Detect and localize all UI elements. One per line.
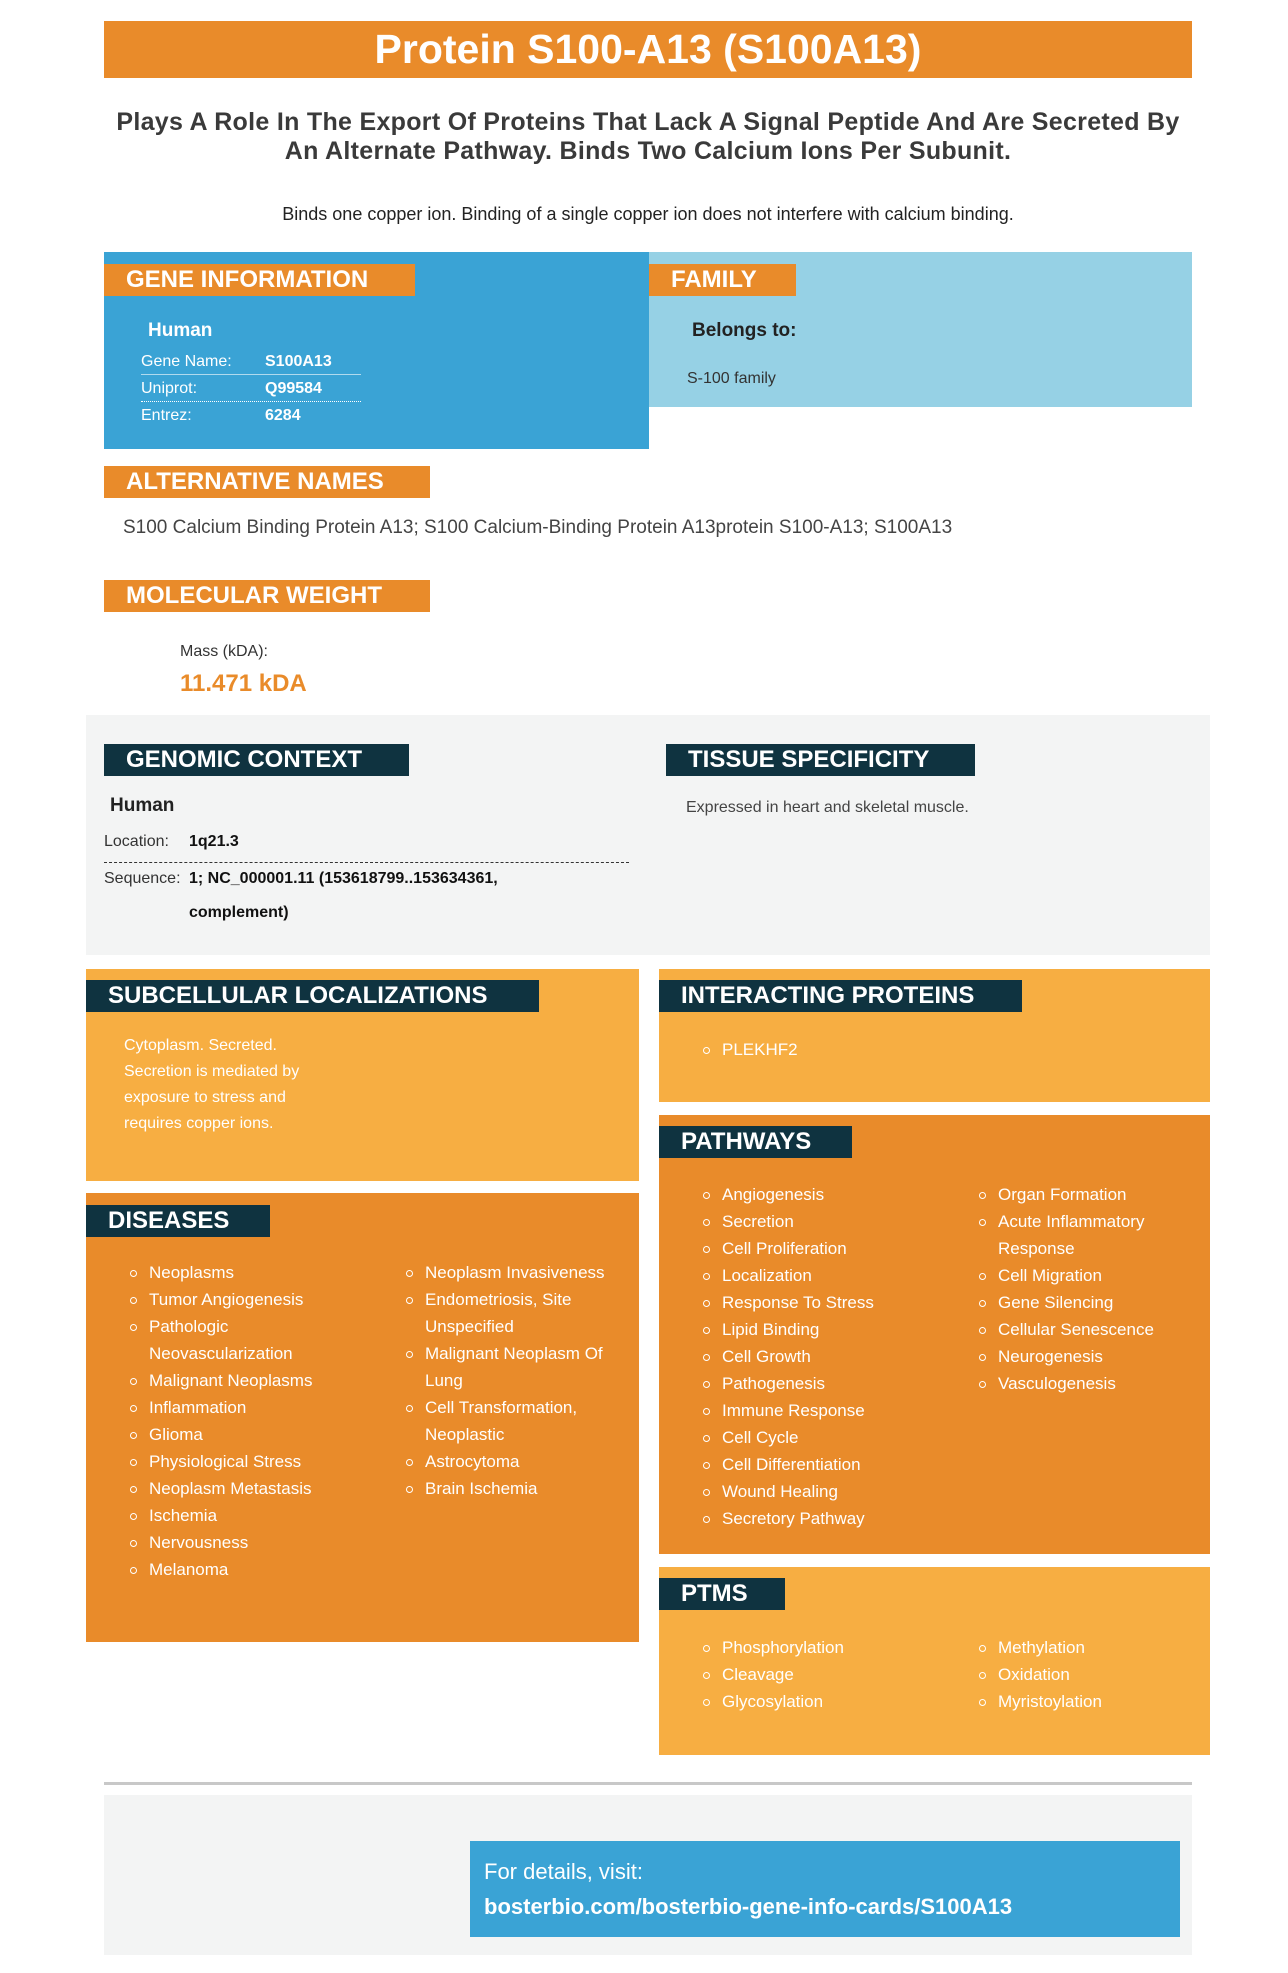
alternative-names-header: ALTERNATIVE NAMES bbox=[104, 466, 430, 498]
list-item: Malignant Neoplasms bbox=[129, 1367, 359, 1394]
subcellular-line: Cytoplasm. Secreted. bbox=[124, 1037, 277, 1054]
list-item: Secretory Pathway bbox=[702, 1505, 932, 1532]
list-item: Cell Transformation, Neoplastic bbox=[405, 1394, 630, 1448]
family-value: S-100 family bbox=[687, 370, 776, 387]
gene-row-name bbox=[141, 348, 361, 375]
list-item: Response To Stress bbox=[702, 1289, 932, 1316]
list-item: Endometriosis, Site Unspecified bbox=[405, 1286, 630, 1340]
ptms-panel bbox=[659, 1567, 1210, 1755]
list-item: Gene Silencing bbox=[978, 1289, 1198, 1316]
ptms-list-col2 bbox=[978, 1634, 1198, 1715]
diseases-panel bbox=[86, 1193, 639, 1642]
list-item: Neoplasm Invasiveness bbox=[405, 1259, 630, 1286]
genomic-context-header: GENOMIC CONTEXT bbox=[104, 744, 409, 776]
diseases-header: DISEASES bbox=[86, 1205, 270, 1237]
list-item: Pathologic Neovascularization bbox=[129, 1313, 359, 1367]
list-item: Physiological Stress bbox=[129, 1448, 359, 1475]
subcellular-text bbox=[124, 1033, 299, 1137]
location-value: 1q21.3 bbox=[189, 833, 239, 850]
list-item: Malignant Neoplasm Of Lung bbox=[405, 1340, 630, 1394]
list-item: Organ Formation bbox=[978, 1181, 1198, 1208]
list-item: Myristoylation bbox=[978, 1688, 1198, 1715]
list-item: Angiogenesis bbox=[702, 1181, 932, 1208]
ptms-header: PTMS bbox=[659, 1578, 785, 1610]
list-item: Immune Response bbox=[702, 1397, 932, 1424]
page-title: Protein S100-A13 (S100A13) bbox=[104, 21, 1192, 78]
interacting-proteins-header: INTERACTING PROTEINS bbox=[659, 980, 1022, 1012]
family-belongs-label: Belongs to: bbox=[692, 320, 797, 341]
list-item: Methylation bbox=[978, 1634, 1198, 1661]
location-row bbox=[104, 833, 629, 863]
alternative-names-text: S100 Calcium Binding Protein A13; S100 Calcium-Binding Protein A13protein S100-A13; S100A13 bbox=[123, 517, 953, 538]
protein-description: Binds one copper ion. Binding of a single copper ion does not interfere with calcium binding. bbox=[282, 204, 1014, 224]
list-item: Phosphorylation bbox=[702, 1634, 932, 1661]
uniprot-value[interactable]: Q99584 bbox=[265, 380, 322, 397]
list-item: Cleavage bbox=[702, 1661, 932, 1688]
list-item: Inflammation bbox=[129, 1394, 359, 1421]
details-link-box[interactable] bbox=[470, 1841, 1180, 1937]
list-item: Vasculogenesis bbox=[978, 1370, 1198, 1397]
ptms-list-col1 bbox=[702, 1634, 932, 1715]
tissue-specificity-header: TISSUE SPECIFICITY bbox=[666, 744, 975, 776]
list-item: Cell Cycle bbox=[702, 1424, 932, 1451]
gene-species: Human bbox=[148, 320, 213, 341]
gene-row-uniprot bbox=[141, 375, 361, 402]
list-item: Brain Ischemia bbox=[405, 1475, 630, 1502]
list-item: Nervousness bbox=[129, 1529, 359, 1556]
list-item: Glioma bbox=[129, 1421, 359, 1448]
sequence-value-line1: 1; NC_000001.11 (153618799..153634361, bbox=[189, 870, 498, 887]
diseases-list-col2 bbox=[405, 1259, 630, 1502]
list-item: Cell Migration bbox=[978, 1262, 1198, 1289]
subcellular-panel bbox=[86, 969, 639, 1181]
gene-information-panel bbox=[104, 252, 649, 449]
gene-name-value: S100A13 bbox=[265, 353, 332, 370]
mass-label: Mass (kDA): bbox=[180, 643, 268, 660]
pathways-list-col1 bbox=[702, 1181, 932, 1532]
list-item: Tumor Angiogenesis bbox=[129, 1286, 359, 1313]
list-item: Melanoma bbox=[129, 1556, 359, 1583]
list-item: Ischemia bbox=[129, 1502, 359, 1529]
subcellular-line: Secretion is mediated by bbox=[124, 1063, 300, 1080]
list-item[interactable]: PLEKHF2 bbox=[702, 1036, 798, 1063]
sequence-label: Sequence: bbox=[104, 870, 181, 887]
list-item: Cellular Senescence bbox=[978, 1316, 1198, 1343]
list-item: Secretion bbox=[702, 1208, 932, 1235]
gene-information-header: GENE INFORMATION bbox=[104, 264, 415, 296]
details-intro: For details, visit: bbox=[484, 1859, 643, 1884]
subcellular-header: SUBCELLULAR LOCALIZATIONS bbox=[86, 980, 539, 1012]
pathways-header: PATHWAYS bbox=[659, 1126, 852, 1158]
diseases-list-col1 bbox=[129, 1259, 359, 1583]
list-item: Cell Proliferation bbox=[702, 1235, 932, 1262]
entrez-value[interactable]: 6284 bbox=[265, 407, 301, 424]
list-item: Cell Growth bbox=[702, 1343, 932, 1370]
pathways-list-col2 bbox=[978, 1181, 1198, 1397]
list-item: Neoplasm Metastasis bbox=[129, 1475, 359, 1502]
location-label: Location: bbox=[104, 833, 169, 850]
list-item: Acute Inflammatory Response bbox=[978, 1208, 1198, 1262]
protein-function-summary: Plays A Role In The Export Of Proteins That Lack A Signal Peptide And Are Secreted By An Alternate Pathway. Binds Two Calcium Ions Per Subunit. bbox=[116, 108, 1180, 165]
interacting-proteins-panel bbox=[659, 969, 1210, 1102]
pathways-panel bbox=[659, 1115, 1210, 1554]
gene-name-label: Gene Name: bbox=[141, 353, 232, 370]
list-item: Astrocytoma bbox=[405, 1448, 630, 1475]
uniprot-label: Uniprot: bbox=[141, 380, 198, 397]
mass-value: 11.471 kDA bbox=[180, 670, 307, 697]
list-item: Glycosylation bbox=[702, 1688, 932, 1715]
molecular-weight-header: MOLECULAR WEIGHT bbox=[104, 580, 430, 612]
gene-row-entrez bbox=[141, 402, 361, 429]
subcellular-line: exposure to stress and bbox=[124, 1089, 286, 1106]
list-item: Pathogenesis bbox=[702, 1370, 932, 1397]
genomic-species: Human bbox=[110, 795, 175, 816]
list-item: Localization bbox=[702, 1262, 932, 1289]
interacting-proteins-list bbox=[702, 1036, 798, 1063]
list-item: Neurogenesis bbox=[978, 1343, 1198, 1370]
footer-divider bbox=[104, 1782, 1192, 1785]
list-item: Neoplasms bbox=[129, 1259, 359, 1286]
family-panel bbox=[649, 252, 1192, 407]
list-item: Wound Healing bbox=[702, 1478, 932, 1505]
list-item: Lipid Binding bbox=[702, 1316, 932, 1343]
tissue-specificity-text: Expressed in heart and skeletal muscle. bbox=[686, 799, 969, 816]
list-item: Cell Differentiation bbox=[702, 1451, 932, 1478]
subcellular-line: requires copper ions. bbox=[124, 1115, 274, 1132]
details-url-link[interactable]: bosterbio.com/bosterbio-gene-info-cards/S100A13 bbox=[484, 1894, 1013, 1919]
family-header: FAMILY bbox=[649, 264, 796, 296]
sequence-value-line2: complement) bbox=[189, 904, 289, 921]
list-item: Oxidation bbox=[978, 1661, 1198, 1688]
entrez-label: Entrez: bbox=[141, 407, 192, 424]
